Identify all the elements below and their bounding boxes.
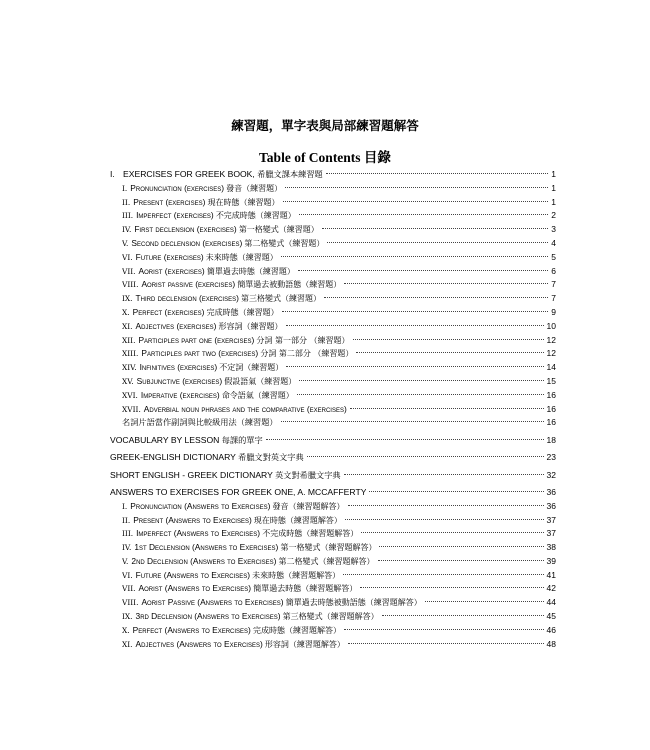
toc-entry[interactable] [110, 435, 556, 449]
toc-entry-number: I. [110, 169, 115, 179]
toc-entry[interactable] [110, 307, 556, 321]
toc-entry-chinese-title: 每課的單字 [221, 434, 263, 445]
toc-entry-chinese-title: 名詞片語當作副詞與比較級用法（練習題） [122, 417, 278, 428]
toc-dot-leader [326, 173, 549, 174]
toc-entry-number: XV. [122, 376, 134, 386]
toc-dot-leader [324, 297, 548, 298]
toc-entry-chinese-title: 希臘文課本練習題 [257, 169, 323, 179]
toc-entry-label [122, 376, 296, 387]
toc-entry-label [122, 348, 353, 359]
toc-entry-number: XII. [122, 335, 136, 345]
toc-entry-number: VIII. [122, 598, 139, 608]
toc-entry-label [110, 435, 263, 446]
toc-entry-label [122, 639, 345, 650]
toc-entry-chinese-title: 分詞 第二部分 （練習題） [260, 349, 354, 359]
toc-entry-number: VII. [122, 584, 136, 594]
toc-dot-leader [378, 560, 544, 561]
toc-entry-label [122, 556, 375, 567]
toc-entry-label [122, 583, 357, 594]
toc-entry[interactable] [110, 452, 556, 466]
toc-entry-title: 1st Declension (Answers to Exercises) [134, 542, 279, 553]
toc-dot-leader [369, 491, 543, 492]
toc-page-number: 2 [551, 210, 556, 221]
toc-entry-number: IV. [122, 543, 132, 553]
toc-entry-number: IX. [122, 612, 133, 622]
toc-page-number: 48 [546, 638, 556, 649]
toc-entry-number: X. [122, 307, 130, 317]
toc-entry-number: IX. [122, 294, 133, 304]
toc-entry-number: V. [122, 556, 129, 566]
toc-dot-leader [356, 352, 543, 353]
toc-entry-title: Pronunciation (exercises) [130, 182, 225, 193]
toc-entry[interactable] [110, 238, 556, 252]
toc-entry-title: Aorist (Answers to Exercises) [138, 583, 252, 594]
toc-entry-label [122, 362, 283, 373]
toc-entry-number: I. [122, 501, 128, 511]
toc-page-number: 1 [551, 169, 556, 179]
toc-entry-title: Perfect (Answers to Exercises) [132, 624, 251, 635]
toc-page-number: 15 [546, 375, 556, 386]
toc-dot-leader [360, 587, 543, 588]
toc-entry-number: I. [122, 183, 128, 193]
toc-entry-chinese-title: 假設語氣（練習題） [224, 376, 297, 386]
toc-entry-chinese-title: 完成時態（練習題） [206, 307, 279, 317]
toc-entry-number: X. [122, 625, 130, 635]
toc-entry[interactable] [110, 169, 556, 183]
toc-entry-label [110, 452, 304, 463]
toc-entry-label [122, 501, 345, 512]
toc-entry[interactable] [110, 266, 556, 280]
toc-entry[interactable] [110, 279, 556, 293]
toc-entry-label [122, 307, 279, 318]
toc-entry-title: Aorist Passive (Answers to Exercises) [141, 597, 284, 608]
toc-entry-title: Present (Answers to Exercises) [133, 514, 252, 525]
toc-entry-chinese-title: 完成時態（練習題解答） [252, 625, 341, 635]
toc-entry-title: Second declension (exercises) [131, 237, 243, 248]
toc-entry[interactable] [110, 335, 556, 349]
toc-entry-title: Aorist passive (exercises) [141, 279, 236, 290]
toc-entry-label [122, 570, 340, 581]
toc-entry-label [122, 266, 295, 277]
toc-dot-leader [344, 283, 548, 284]
toc-entry-label [122, 238, 324, 249]
toc-entry-label [122, 183, 282, 194]
toc-entry-label [122, 515, 342, 526]
toc-page-number: 12 [546, 348, 556, 359]
toc-entry[interactable] [110, 501, 556, 515]
toc-page-number: 7 [551, 279, 556, 290]
toc-entry-label [122, 279, 341, 290]
toc-entry-title: First declension (exercises) [134, 224, 237, 235]
toc-entry-chinese-title: 形容詞（練習題解答） [264, 639, 345, 649]
toc-dot-leader [348, 505, 544, 506]
toc-entry-chinese-title: 簡單過去被動語態（練習題） [237, 280, 342, 290]
toc-entry-title: Adverbial noun phrases and the comparative (exercises) [143, 403, 347, 414]
toc-entry-label [110, 487, 366, 497]
toc-entry-chinese-title: 英文對希臘文字典 [275, 469, 341, 480]
toc-page-number: 32 [546, 469, 556, 480]
toc-entry-chinese-title: 第二格變式（練習題解答） [278, 556, 375, 566]
toc-entry[interactable] [110, 556, 556, 570]
toc-entry[interactable] [110, 404, 556, 418]
toc-entry-number: VI. [122, 252, 133, 262]
toc-entry-title: Adjectives (exercises) [135, 320, 217, 331]
toc-entry-title: GREEK-ENGLISH DICTIONARY [110, 452, 236, 463]
toc-page-number: 5 [551, 251, 556, 262]
toc-entry[interactable] [110, 183, 556, 197]
toc-page-number: 45 [546, 611, 556, 622]
toc-entry-chinese-title: 發音（練習題解答） [272, 501, 345, 511]
toc-dot-leader [350, 408, 544, 409]
toc-page-number: 37 [546, 528, 556, 539]
toc-entry-label [122, 335, 350, 346]
toc-dot-leader [299, 380, 543, 381]
toc-entry-title: Third declension (exercises) [135, 293, 239, 304]
toc-entry-title: Imperative (exercises) [140, 389, 220, 400]
toc-entry-title: Pronunciation (Answers to Exercises) [130, 500, 271, 511]
toc-entry-label [110, 470, 341, 481]
toc-dot-leader [361, 532, 543, 533]
toc-entry-title: SHORT ENGLISH - GREEK DICTIONARY [110, 469, 273, 480]
toc-dot-leader [425, 601, 544, 602]
toc-entry-chinese-title: 發音（練習題） [226, 183, 283, 193]
toc-entry-chinese-title: 簡單過去時態被動語態（練習題解答） [285, 598, 422, 608]
toc-entry-title: Infinitives (exercises) [139, 362, 218, 373]
toc-entry[interactable] [110, 515, 556, 529]
toc-dot-leader [299, 214, 548, 215]
toc-entry[interactable] [110, 542, 556, 556]
toc-page-number: 4 [551, 237, 556, 248]
toc-entry-label [122, 404, 347, 414]
toc-entry[interactable] [110, 376, 556, 390]
toc-dot-leader [286, 366, 543, 367]
toc-entry-chinese-title: 不完成時態（練習題解答） [262, 529, 359, 539]
toc-entry-number: VI. [122, 570, 133, 580]
toc-page-number: 46 [546, 624, 556, 635]
toc-entry-number: XI. [122, 639, 133, 649]
toc-entry-label [110, 169, 323, 180]
toc-entry-number: VII. [122, 266, 136, 276]
toc-page-number: 16 [546, 403, 556, 414]
toc-entry-chinese-title: 形容詞（練習題） [218, 321, 283, 331]
toc-entry-title: Future (Answers to Exercises) [135, 569, 251, 580]
toc-page-number: 36 [546, 486, 556, 497]
toc-entry[interactable] [110, 417, 556, 431]
toc-entry-title: Participles part two (exercises) [141, 348, 259, 359]
toc-entry[interactable] [110, 611, 556, 625]
toc-dot-leader [322, 228, 548, 229]
toc-entry-title: Imperfect (exercises) [136, 210, 214, 221]
toc-entry-label [122, 417, 278, 428]
document-title: 練習題，單字表與局部練習題解答 [231, 118, 419, 133]
toc-entry-chinese-title: 命令語氣（練習題） [221, 390, 294, 400]
toc-page-number: 16 [546, 417, 556, 428]
toc-entry-label [122, 611, 379, 622]
toc-entry[interactable] [110, 197, 556, 211]
toc-page-number: 9 [551, 306, 556, 317]
toc-entry-title: VOCABULARY BY LESSON [110, 434, 220, 445]
toc-entry-chinese-title: 第三格變式（練習題） [241, 294, 322, 304]
toc-entry[interactable] [110, 321, 556, 335]
toc-entry[interactable] [110, 625, 556, 639]
toc-page-number: 44 [546, 597, 556, 608]
toc-entry-title: 3rd Declension (Answers to Exercises) [135, 611, 281, 622]
toc-entry[interactable] [110, 210, 556, 224]
toc-entry[interactable] [110, 570, 556, 584]
toc-entry-label [122, 542, 376, 553]
toc-dot-leader [282, 311, 549, 312]
toc-entry[interactable] [110, 252, 556, 266]
toc-dot-leader [307, 456, 544, 457]
toc-page-number: 6 [551, 265, 556, 276]
toc-entry-label [122, 625, 341, 636]
toc-entry-number: VIII. [122, 280, 139, 290]
toc-dot-leader [283, 201, 549, 202]
toc-entry-chinese-title: 未來時態（練習題） [205, 252, 278, 262]
toc-entry[interactable] [110, 487, 556, 501]
toc-dot-leader [345, 519, 544, 520]
toc-entry-chinese-title: 現在時態（練習題解答） [253, 515, 342, 525]
toc-entry-chinese-title: 第三格變式（練習題解答） [282, 612, 379, 622]
toc-entry-chinese-title: 希臘文對英文字典 [238, 452, 304, 463]
toc-entry-number: XVI. [122, 390, 138, 400]
toc-page-number: 12 [546, 334, 556, 345]
toc-entry[interactable] [110, 390, 556, 404]
toc-page-number: 18 [546, 434, 556, 445]
toc-page-number: 36 [546, 500, 556, 511]
toc-page-number: 3 [551, 224, 556, 235]
toc-entry-label [122, 597, 422, 608]
toc-entry-label [122, 390, 294, 401]
toc-entry[interactable] [110, 362, 556, 376]
toc-entry-number: III. [122, 529, 134, 539]
toc-entry-title: Future (exercises) [135, 251, 204, 262]
toc-entry-number: V. [122, 238, 129, 248]
toc-dot-leader [286, 325, 544, 326]
toc-entry-number: XIV. [122, 363, 137, 373]
toc-page-number: 39 [546, 555, 556, 566]
toc-entry-title: Participles part one (exercises) [138, 334, 255, 345]
toc-entry-title: Perfect (exercises) [132, 306, 205, 317]
toc-page-number: 14 [546, 362, 556, 373]
toc-entry[interactable] [110, 470, 556, 484]
toc-dot-leader [343, 574, 543, 575]
toc-entry[interactable] [110, 293, 556, 307]
toc-entry-label [122, 293, 321, 304]
toc-dot-leader [348, 643, 544, 644]
toc-entry-title: Subjunctive (exercises) [136, 375, 223, 386]
toc-entry[interactable] [110, 224, 556, 238]
toc-entry-title: EXERCISES FOR GREEK BOOK, [123, 169, 255, 179]
toc-page-number: 1 [551, 196, 556, 207]
toc-dot-leader [382, 615, 544, 616]
toc-entry-chinese-title: 現在時態（練習題） [207, 197, 280, 207]
toc-entry-chinese-title: 第一格變式（練習題） [238, 225, 319, 235]
toc-entry-title: Present (exercises) [133, 196, 206, 207]
toc-entry-number: IV. [122, 225, 132, 235]
toc-entry-label [122, 224, 319, 235]
toc-entry-title: ANSWERS TO EXERCISES FOR GREEK ONE, A. MCCAFFERTY [110, 486, 367, 497]
toc-dot-leader [281, 421, 544, 422]
toc-entry-chinese-title: 簡單過去時態（練習題解答） [253, 584, 358, 594]
toc-dot-leader [285, 187, 548, 188]
toc-page-number: 42 [546, 583, 556, 594]
toc-entry-number: XIII. [122, 349, 139, 359]
toc-dot-leader [297, 394, 544, 395]
table-of-contents [110, 169, 556, 652]
toc-entry[interactable] [110, 528, 556, 542]
toc-page-number: 37 [546, 514, 556, 525]
toc-entry-chinese-title: 不完成時態（練習題） [215, 211, 296, 221]
toc-entry[interactable] [110, 639, 556, 653]
toc-page-number: 1 [551, 182, 556, 193]
toc-entry-label [122, 252, 278, 263]
toc-entry-number: III. [122, 211, 134, 221]
toc-entry[interactable] [110, 597, 556, 611]
toc-dot-leader [327, 242, 548, 243]
toc-dot-leader [379, 546, 543, 547]
toc-entry-title: Aorist (exercises) [138, 265, 205, 276]
toc-dot-leader [344, 474, 544, 475]
toc-entry-title: 2nd Declension (Answers to Exercises) [131, 555, 277, 566]
toc-dot-leader [281, 256, 549, 257]
toc-page-number: 10 [546, 320, 556, 331]
toc-entry-chinese-title: 第二格變式（練習題） [244, 238, 325, 248]
toc-entry-number: II. [122, 515, 131, 525]
toc-entry-number: XVII. [122, 404, 141, 414]
toc-entry-title: Imperfect (Answers to Exercises) [136, 528, 261, 539]
toc-entry-chinese-title: 簡單過去時態（練習題） [206, 266, 295, 276]
toc-entry-label [122, 528, 358, 539]
toc-page-number: 38 [546, 542, 556, 553]
toc-entry-number: XI. [122, 321, 133, 331]
toc-entry-number: II. [122, 197, 131, 207]
toc-entry[interactable] [110, 583, 556, 597]
toc-entry-label [122, 197, 280, 208]
toc-dot-leader [344, 629, 544, 630]
toc-entry[interactable] [110, 348, 556, 362]
toc-entry-chinese-title: 未來時態（練習題解答） [252, 570, 341, 580]
toc-page-number: 7 [551, 293, 556, 304]
toc-entry-chinese-title: 第一格變式（練習題解答） [280, 543, 377, 553]
toc-entry-title: Adjectives (Answers to Exercises) [135, 638, 263, 649]
toc-heading: Table of Contents 目錄 [259, 150, 391, 165]
toc-entry-chinese-title: 分詞 第一部分 （練習題） [256, 335, 350, 345]
toc-entry-chinese-title: 不定詞（練習題） [219, 363, 284, 373]
toc-page-number: 23 [546, 452, 556, 463]
toc-entry-label [122, 210, 296, 221]
toc-entry-label [122, 321, 283, 332]
toc-dot-leader [353, 339, 544, 340]
toc-page-number: 16 [546, 389, 556, 400]
toc-page-number: 41 [546, 569, 556, 580]
toc-dot-leader [298, 270, 548, 271]
toc-dot-leader [266, 439, 544, 440]
